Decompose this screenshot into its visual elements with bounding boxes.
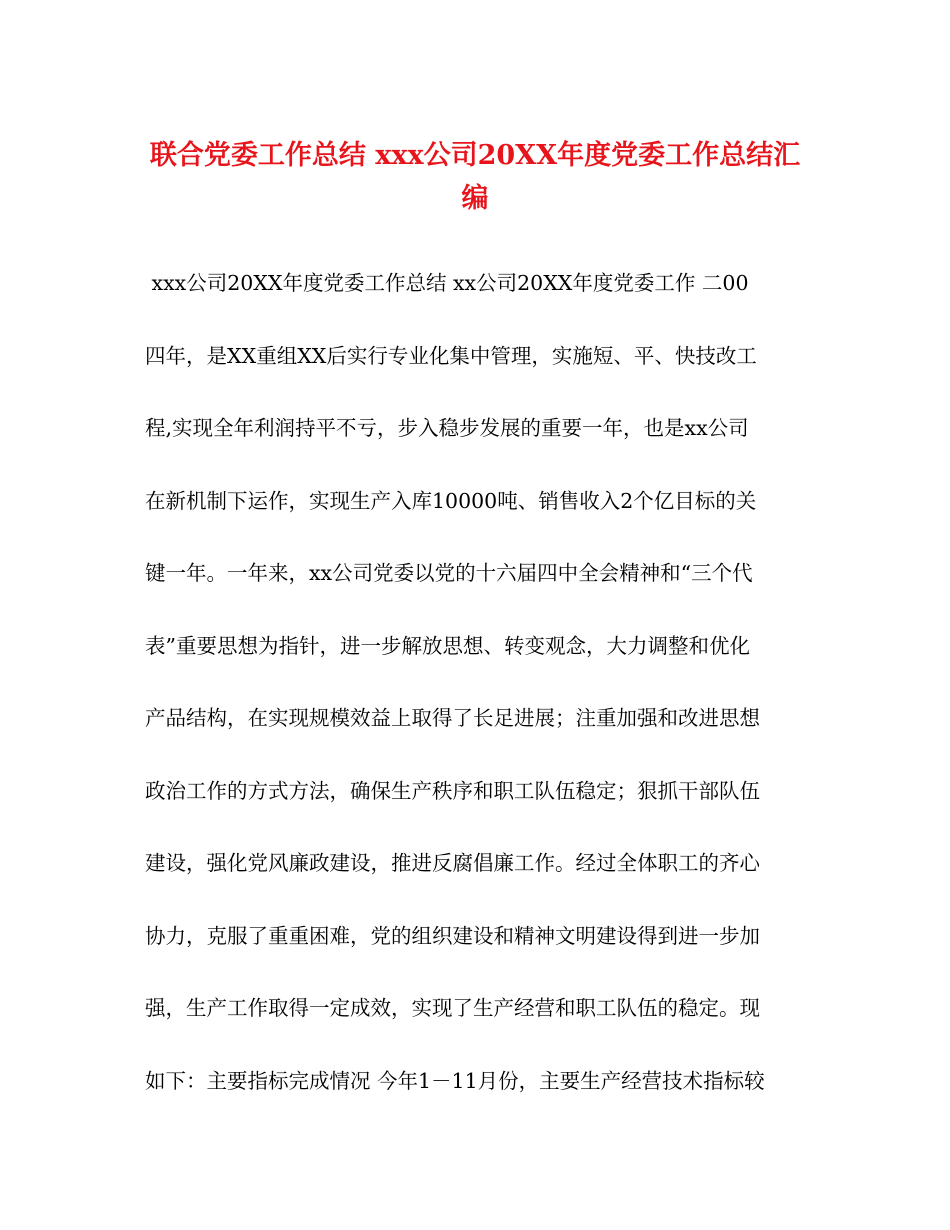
document-title-line-2: 编 [461,183,489,214]
document-title-line-1: 联合党委工作总结 xxx公司20XX年度党委工作总结汇 [149,140,801,171]
body-line-1: xxx公司20XX年度党委工作总结 xx公司20XX年度党委工作 二00 [145,271,749,295]
body-line-11: 强，生产工作取得一定成效，实现了生产经营和职工队伍的稳定。现 [145,996,760,1020]
body-line-9: 建设，强化党风廉政建设，推进反腐倡廉工作。经过全体职工的齐心 [145,851,760,875]
body-line-7: 产品结构，在实现规模效益上取得了长足进展；注重加强和改进思想 [145,706,760,730]
body-line-5: 键一年。一年来，xx公司党委以党的十六届四中全会精神和“三个代 [145,561,753,585]
body-line-3: 程,实现全年利润持平不亏，步入稳步发展的重要一年，也是xx公司 [145,416,749,440]
body-line-10: 协力，克服了重重困难，党的组织建设和精神文明建设得到进一步加 [145,924,760,948]
body-line-12: 如下：主要指标完成情况 今年1－11月份，主要生产经营技术指标较 [145,1069,765,1093]
body-line-2: 四年，是XX重组XX后实行专业化集中管理，实施短、平、快技改工 [145,344,757,368]
body-line-6: 表”重要思想为指针，进一步解放思想、转变观念，大力调整和优化 [145,634,750,658]
body-line-8: 政治工作的方式方法，确保生产秩序和职工队伍稳定；狠抓干部队伍 [145,779,760,803]
body-line-4: 在新机制下运作，实现生产入库10000吨、销售收入2个亿目标的关 [145,489,757,513]
